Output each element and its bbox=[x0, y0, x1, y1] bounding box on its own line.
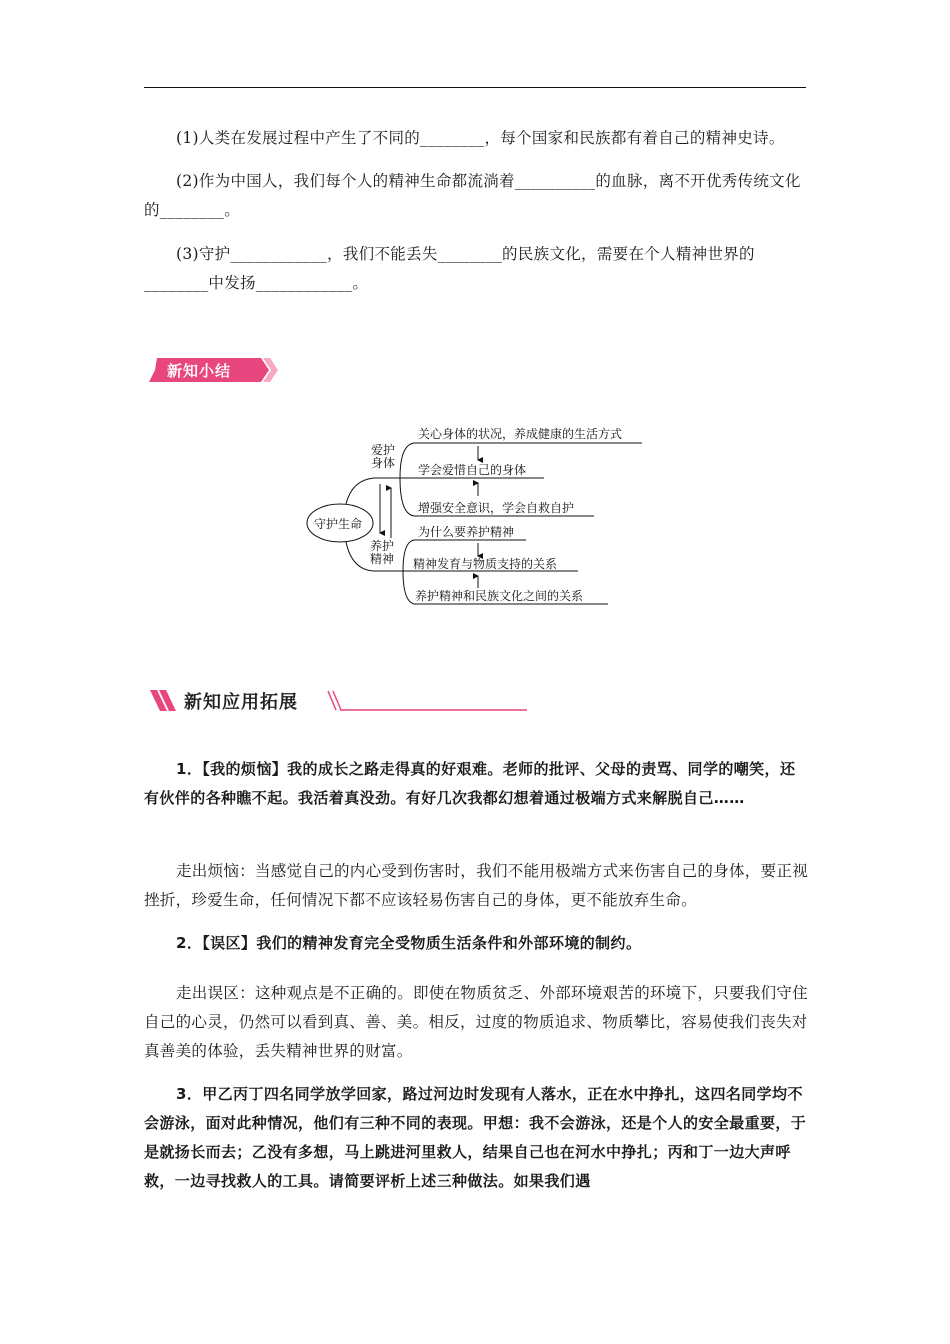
header-rule bbox=[144, 87, 806, 88]
apply-banner bbox=[150, 686, 530, 716]
question-3: 3．甲乙丙丁四名同学放学回家，路过河边时发现有人落水，正在水中挣扎，这四名同学均不会游泳，面对此种情况，他们有三种不同的表现。甲想：我不会游泳，还是个人的安全最重要，于是就扬长而去；乙没有多想，马上跳进河里救人，结果自己也在河水中挣扎；丙和丁一边大声呼救，一边寻找救人的工具。请简要评析上述三种做法。如果我们遇 bbox=[144, 1085, 807, 1190]
mindmap-leaf: 学会爱惜自己的身体 bbox=[418, 463, 527, 477]
mindmap-leaf: 养护精神和民族文化之间的关系 bbox=[415, 589, 584, 603]
mindmap-leaf: 为什么要养护精神 bbox=[418, 525, 515, 539]
answer-2: 走出误区：这种观点是不正确的。即使在物质贫乏、外部环境艰苦的环境下，只要我们守住自己的心灵，仍然可以看到真、善、美。相反，过度的物质追求、物质攀比，容易使我们丧失对真善美的体验，丢失精神世界的财富。 bbox=[144, 984, 809, 1060]
mindmap-leaf: 精神发育与物质支持的关系 bbox=[413, 557, 558, 571]
mindmap-branch-2: 养护精神 bbox=[369, 539, 394, 566]
mindmap-root: 守护生命 bbox=[314, 517, 363, 531]
mindmap-leaf: 增强安全意识，学会自救自护 bbox=[418, 501, 575, 515]
fill-in-question-1: (1)人类在发展过程中产生了不同的________，每个国家和民族都有着自己的精神史诗。 bbox=[176, 129, 785, 147]
question-1: 1．【我的烦恼】我的成长之路走得真的好艰难。老师的批评、父母的责骂、同学的嘲笑，还有伙伴的各种瞧不起。我活着真没劲。有好几次我都幻想着通过极端方式来解脱自己…… bbox=[144, 760, 796, 807]
apply-title: 新知应用拓展 bbox=[184, 692, 298, 713]
mindmap bbox=[0, 0, 950, 640]
fill-in-question-3: (3)守护____________，我们不能丢失________的民族文化，需要在个人精神世界的________中发扬____________。 bbox=[144, 245, 755, 292]
question-2: 2．【误区】我们的精神发育完全受物质生活条件和外部环境的制约。 bbox=[176, 934, 642, 952]
mindmap-lines bbox=[0, 0, 950, 640]
fill-in-question-2: (2)作为中国人，我们每个人的精神生命都流淌着__________的血脉，离不开优秀传统文化的________。 bbox=[144, 172, 801, 219]
answer-1: 走出烦恼：当感觉自己的内心受到伤害时，我们不能用极端方式来伤害自己的身体，要正视挫折，珍爱生命，任何情况下都不应该轻易伤害自己的身体，更不能放弃生命。 bbox=[144, 862, 809, 909]
mindmap-leaf: 关心身体的状况，养成健康的生活方式 bbox=[418, 427, 623, 441]
mindmap-branch-1: 爱护身体 bbox=[370, 443, 395, 470]
summary-title: 新知小结 bbox=[167, 362, 232, 380]
